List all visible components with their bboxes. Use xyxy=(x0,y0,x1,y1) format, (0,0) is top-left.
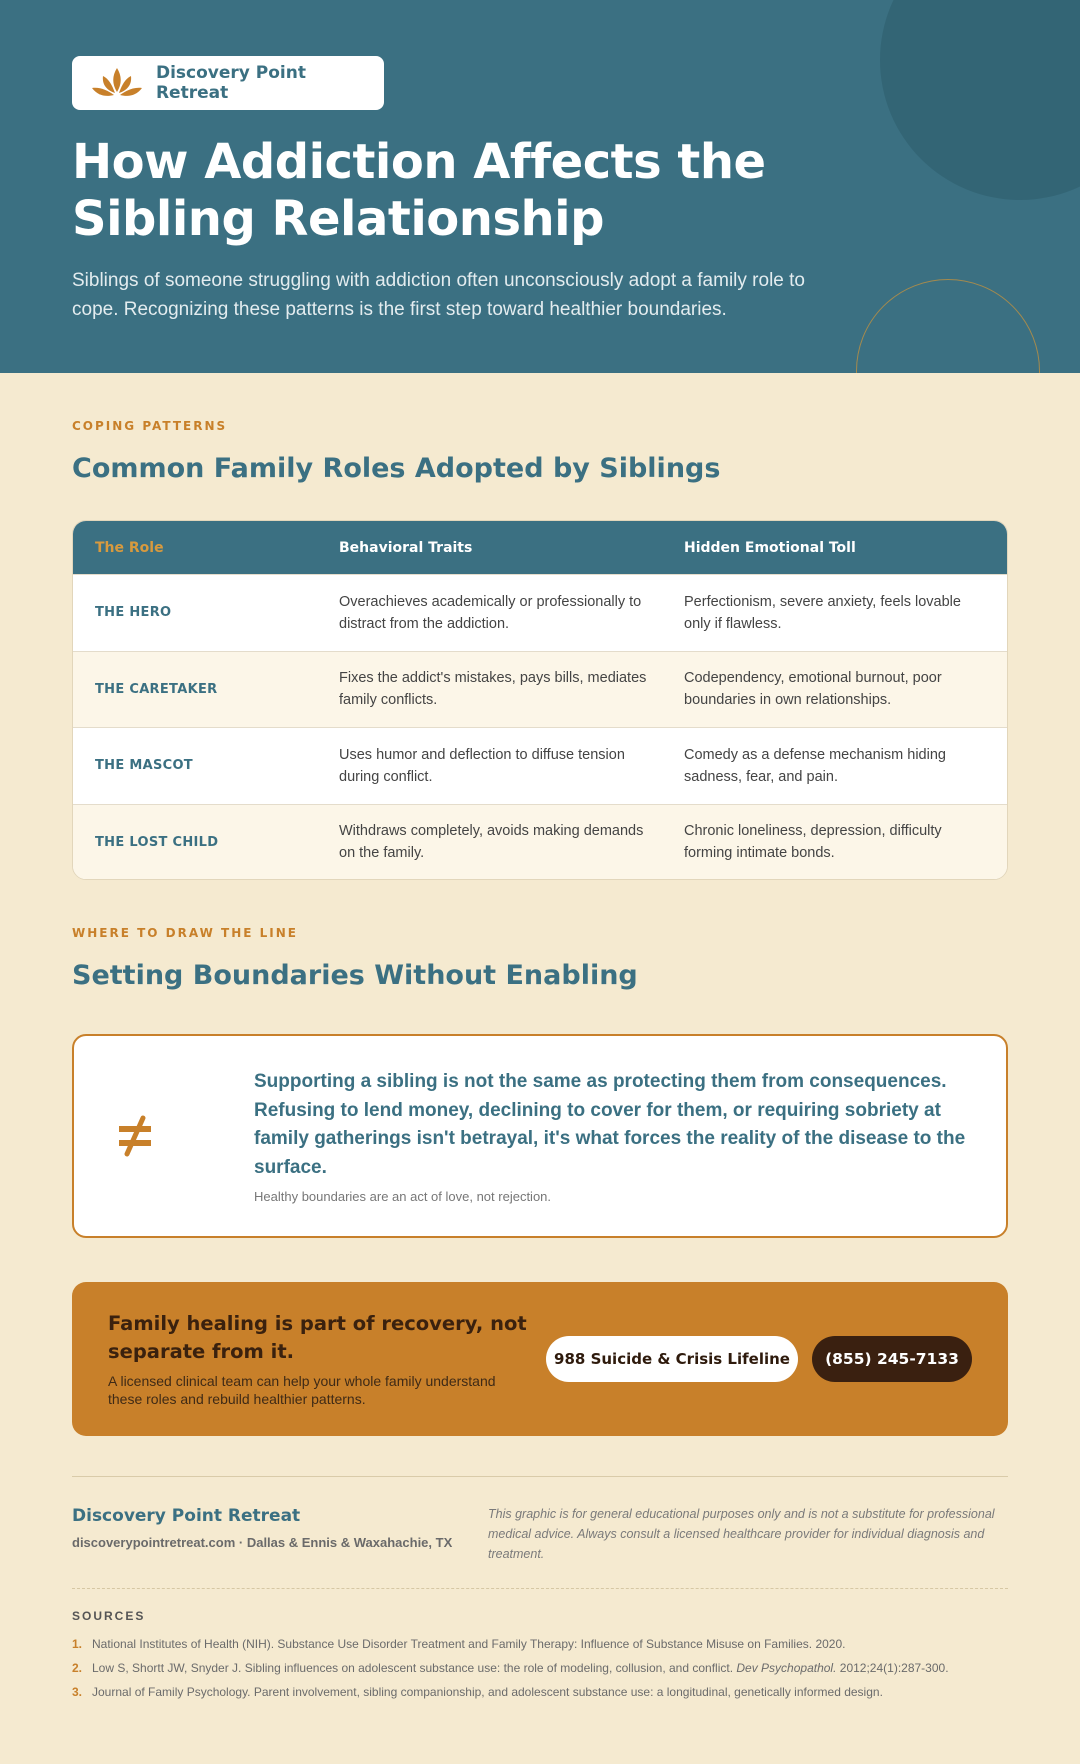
brand-badge[interactable] xyxy=(72,56,384,110)
sources-label: SOURCES xyxy=(72,1609,146,1623)
role-name: THE CARETAKER xyxy=(95,681,218,697)
column-header-traits: Behavioral Traits xyxy=(339,539,473,556)
phone-call-button[interactable]: (855) 245-7133 xyxy=(812,1336,972,1382)
boundaries-section-title: Setting Boundaries Without Enabling xyxy=(72,960,638,991)
page-title: How Addiction Affects the Sibling Relationship xyxy=(72,134,766,247)
source-number: 1. xyxy=(72,1637,83,1651)
source-journal: Dev Psychopathol. xyxy=(736,1661,837,1675)
sources-divider xyxy=(72,1588,1008,1589)
cta-subtitle: A licensed clinical team can help your whole family understand these roles and rebuild healthier patterns. xyxy=(108,1373,496,1407)
source-item xyxy=(72,1632,1008,1656)
decorative-circle xyxy=(880,0,1080,200)
role-name: THE HERO xyxy=(95,605,172,621)
lotus-icon xyxy=(90,66,144,100)
sources-list xyxy=(72,1632,1008,1704)
brand-name: Discovery Point Retreat xyxy=(155,63,306,103)
table-row xyxy=(73,574,1007,651)
source-item xyxy=(72,1680,1008,1704)
source-item xyxy=(72,1656,1008,1680)
callout-note: Healthy boundaries are an act of love, not rejection. xyxy=(254,1189,552,1204)
source-text: Journal of Family Psychology. Parent involvement, sibling companionship, and adolescent substance use: a longitudinal, genetically informed design. xyxy=(92,1685,883,1699)
role-name: THE LOST CHILD xyxy=(95,834,219,850)
role-name: THE MASCOT xyxy=(95,758,193,774)
decorative-ring xyxy=(856,279,1040,373)
source-text: Low S, Shortt JW, Snyder J. Sibling influences on adolescent substance use: the role of modeling, collusion, and conflict. Dev Psychopathol. 2012;24(1):287-300. xyxy=(92,1661,949,1675)
cta-banner xyxy=(72,1282,1008,1436)
cta-title: Family healing is part of recovery, not separate from it. xyxy=(108,1312,527,1363)
roles-eyebrow: COPING PATTERNS xyxy=(72,419,228,433)
footer-brand: Discovery Point Retreat xyxy=(72,1506,301,1526)
column-header-toll: Hidden Emotional Toll xyxy=(684,539,856,556)
page-subtitle: Siblings of someone struggling with addiction often unconsciously adopt a family role to cope. Recognizing these patterns is the first step toward healthier boundaries. xyxy=(72,270,805,320)
table-row xyxy=(73,804,1007,881)
footer-disclaimer: This graphic is for general educational purposes only and is not a substitute for professional medical advice. Always consult a licensed healthcare provider for individual diagnosis and treatment. xyxy=(488,1507,995,1561)
callout-quote: Supporting a sibling is not the same as protecting them from consequences. Refusing to lend money, declining to cover for them, or requiring sobriety at family gatherings isn't betrayal, it's what forces the reality of the disease to the surface. xyxy=(254,1071,966,1178)
role-toll: Codependency, emotional burnout, poor boundaries in own relationships. xyxy=(684,670,942,709)
role-toll: Chronic loneliness, depression, difficulty forming intimate bonds. xyxy=(684,823,942,862)
family-roles-table xyxy=(72,520,1008,880)
crisis-lifeline-button[interactable]: 988 Suicide & Crisis Lifeline xyxy=(546,1336,798,1382)
role-traits: Fixes the addict's mistakes, pays bills, mediates family conflicts. xyxy=(339,670,647,709)
roles-section-title: Common Family Roles Adopted by Siblings xyxy=(72,453,721,484)
table-row xyxy=(73,651,1007,728)
role-traits: Uses humor and deflection to diffuse tension during conflict. xyxy=(339,746,625,785)
source-number: 3. xyxy=(72,1685,83,1699)
role-toll: Comedy as a defense mechanism hiding sadness, fear, and pain. xyxy=(684,746,946,785)
table-row xyxy=(73,727,1007,804)
footer-divider xyxy=(72,1476,1008,1477)
boundaries-eyebrow: WHERE TO DRAW THE LINE xyxy=(72,926,298,940)
role-toll: Perfectionism, severe anxiety, feels lovable only if flawless. xyxy=(684,593,961,632)
not-equal-icon xyxy=(114,1112,164,1162)
hero-banner xyxy=(0,0,1080,373)
role-traits: Overachieves academically or professionally to distract from the addiction. xyxy=(339,593,642,632)
source-text: National Institutes of Health (NIH). Substance Use Disorder Treatment and Family Therapy: Influence of Substance Misuse on Families. 2020. xyxy=(92,1637,846,1651)
source-number: 2. xyxy=(72,1661,83,1675)
table-header xyxy=(73,521,1007,574)
boundaries-callout xyxy=(72,1034,1008,1238)
role-traits: Withdraws completely, avoids making demands on the family. xyxy=(339,823,644,862)
column-header-role: The Role xyxy=(95,539,164,556)
footer-website-locations[interactable]: discoverypointretreat.com · Dallas & Ennis & Waxahachie, TX xyxy=(72,1535,453,1550)
